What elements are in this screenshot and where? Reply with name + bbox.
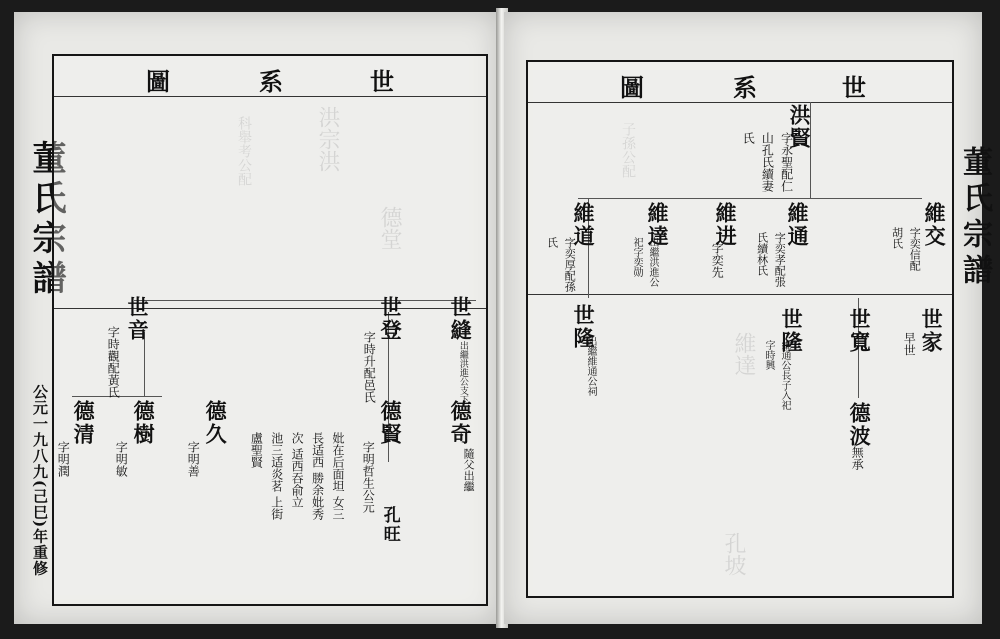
person-name: 世隆 — [779, 308, 805, 354]
person-name: 德奇 — [448, 400, 474, 446]
person-note: 字奕先 — [710, 242, 725, 278]
header-char-shi: 世 — [842, 73, 866, 102]
person-note: 字奕孝配張氏續林氏 — [755, 232, 787, 287]
connector-row — [134, 300, 476, 301]
right-page — [504, 12, 992, 624]
person-weijiao — [923, 202, 946, 248]
person-name: 世寬 — [847, 308, 873, 354]
edition-note: 公元一九八九(己巳)年重修 — [31, 384, 49, 577]
person-name: 德清 — [71, 400, 97, 446]
person-note: 字明敏 — [114, 441, 129, 477]
person-name: 世音 — [125, 296, 151, 342]
person-name: 維達 — [645, 202, 671, 248]
book-title-right: 董氏宗譜 — [957, 146, 992, 290]
person-note: 字明潤 — [56, 441, 71, 477]
left-page — [14, 12, 498, 624]
divider-upper — [54, 308, 486, 309]
person-note: 無承 — [850, 446, 865, 470]
person-shijia — [920, 308, 943, 354]
person-debo — [848, 402, 871, 448]
long-note: 妣在后面坦 女三長适西 勝余妣秀次 适西吞俞立 池三适炎茗 上街盧聖賢 — [249, 432, 345, 520]
divider-upper — [528, 294, 952, 295]
person-note: 字時升配邑氏 — [362, 331, 377, 403]
person-name: 維交 — [922, 202, 948, 248]
person-note: 維通公長子入祀字時興 — [763, 340, 790, 410]
person-note: 隨父出繼 — [462, 448, 476, 492]
person-shiyin — [126, 296, 149, 342]
person-note: 字明哲生公元 — [361, 441, 376, 513]
person-note: 出繼洪進公支下 — [457, 341, 468, 404]
header-char-tu: 圖 — [620, 73, 644, 102]
person-note: 早世 — [902, 332, 917, 356]
person-name: 維通 — [785, 202, 811, 248]
person-name: 世家 — [919, 308, 945, 354]
person-note: 字奕信配胡氏 — [890, 227, 922, 271]
person-dexian — [379, 400, 402, 446]
person-kongwang: 孔旺 — [379, 506, 400, 544]
person-note: 字時觀配黃氏 — [106, 326, 121, 398]
person-deqing — [72, 400, 95, 446]
person-shideng — [379, 296, 402, 342]
left-chart-header — [54, 56, 486, 97]
person-name: 維道 — [571, 202, 597, 248]
person-name: 維进 — [713, 202, 739, 248]
right-chart-header — [528, 62, 952, 103]
header-char-xi: 系 — [733, 73, 757, 102]
person-name: 德久 — [203, 400, 229, 446]
person-note: 字奕厚配孫氏 — [545, 237, 577, 292]
person-name: 世登 — [378, 296, 404, 342]
header-char-shi: 世 — [370, 67, 394, 96]
person-dejiu — [204, 400, 227, 446]
person-weitong — [786, 202, 809, 248]
person-note: 出繼維通公祠 — [585, 336, 596, 396]
header-char-xi: 系 — [259, 67, 283, 96]
person-shikuan — [848, 308, 871, 354]
person-deshu — [132, 400, 155, 446]
person-name: 德賢 — [378, 400, 404, 446]
right-genealogy-chart: 圖 系 世 子孫公配 維達 孔坡 洪賢 字永聖配仁山孔氏續妻氏 維交 字奕信配胡氏 維通 字奕孝配張氏續林氏 維进 字奕先 維達 出繼洪進公祀字奕勋 維道 字奕厚配孫氏 世家 早世 世寬 世隆 維通公長子入祀字時興 世隆 出繼維通公祠 德波 無承 — [526, 60, 954, 598]
header-char-tu: 圖 — [146, 67, 170, 96]
person-deqi — [449, 400, 472, 446]
person-name: 德樹 — [131, 400, 157, 446]
left-genealogy-chart: 圖 系 世 洪宗洪 科舉考公配 德堂 世音 字時觀配黃氏 世登 字時升配邑氏 世縫 出繼洪進公支下 德清 字明潤 德樹 字明敏 德久 字明善 德賢 字明哲生公元 德奇 隨父出繼 妣在后面坦 女三長适西 勝余妣秀次 适西吞俞立 池三适炎茗 上街盧聖賢 孔旺 — [52, 54, 488, 606]
person-shifeng — [449, 296, 472, 342]
book-title-left: 董氏宗譜 — [26, 140, 66, 300]
person-note: 字明善 — [186, 441, 201, 477]
person-name: 世縫 — [448, 296, 474, 342]
person-name: 世隆 — [571, 304, 597, 350]
person-name: 洪賢 — [787, 104, 813, 150]
person-note: 出繼洪進公祀字奕勋 — [631, 237, 658, 287]
person-name: 德波 — [847, 402, 873, 448]
person-note: 字永聖配仁山孔氏續妻氏 — [741, 132, 794, 192]
